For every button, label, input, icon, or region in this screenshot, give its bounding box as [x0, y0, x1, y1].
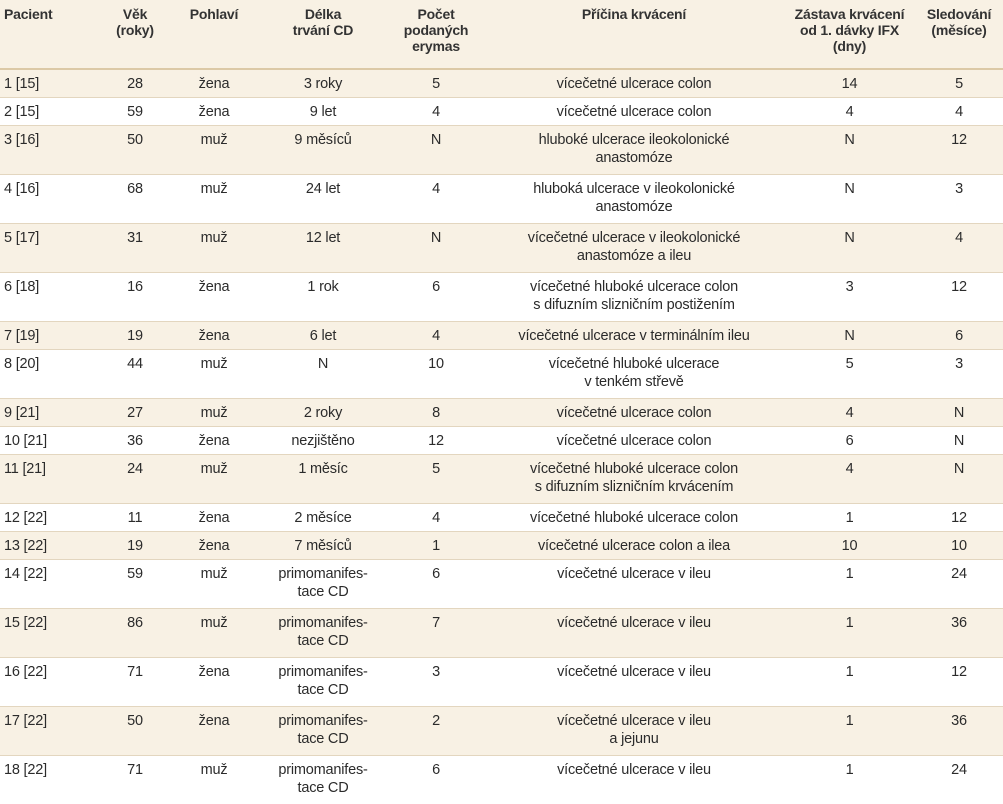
table-row [0, 273, 1003, 322]
cell-pacient: 9 [21] [0, 399, 100, 427]
cell-vek: 28 [100, 69, 170, 98]
cell-sledovani: 12 [915, 126, 1003, 175]
cell-pocet-erymas: 12 [388, 427, 484, 455]
cell-pacient: 8 [20] [0, 350, 100, 399]
cell-pricina-krvaceni: vícečetné ulcerace colon [484, 427, 784, 455]
cell-delka-trvani-cd: 1 měsíc [258, 455, 388, 504]
cell-pocet-erymas: 6 [388, 560, 484, 609]
cell-pacient: 5 [17] [0, 224, 100, 273]
cell-pohlavi: muž [170, 455, 258, 504]
header-pocet-erymas: Počet podaných erymas [388, 0, 484, 69]
table-row [0, 126, 1003, 175]
cell-pricina-krvaceni: vícečetné ulcerace v ileu a jejunu [484, 707, 784, 756]
cell-pacient: 17 [22] [0, 707, 100, 756]
cell-pricina-krvaceni: vícečetné ulcerace v terminálním ileu [484, 322, 784, 350]
table-row [0, 560, 1003, 609]
cell-pacient: 11 [21] [0, 455, 100, 504]
cell-pohlavi: žena [170, 707, 258, 756]
cell-zastava-krvaceni: N [784, 126, 915, 175]
cell-pocet-erymas: 4 [388, 98, 484, 126]
cell-delka-trvani-cd: 3 roky [258, 69, 388, 98]
cell-sledovani: 3 [915, 350, 1003, 399]
cell-sledovani: 4 [915, 98, 1003, 126]
table-row [0, 322, 1003, 350]
cell-pacient: 10 [21] [0, 427, 100, 455]
table-row [0, 504, 1003, 532]
table-row [0, 532, 1003, 560]
cell-pohlavi: muž [170, 126, 258, 175]
cell-pricina-krvaceni: vícečetné hluboké ulcerace v tenkém střevě [484, 350, 784, 399]
header-pacient: Pacient [0, 0, 100, 69]
cell-zastava-krvaceni: 14 [784, 69, 915, 98]
cell-pacient: 1 [15] [0, 69, 100, 98]
cell-zastava-krvaceni: 1 [784, 560, 915, 609]
cell-zastava-krvaceni: 6 [784, 427, 915, 455]
cell-zastava-krvaceni: N [784, 322, 915, 350]
cell-delka-trvani-cd: N [258, 350, 388, 399]
table-row [0, 399, 1003, 427]
cell-sledovani: 24 [915, 756, 1003, 804]
cell-pohlavi: muž [170, 224, 258, 273]
cell-pocet-erymas: N [388, 126, 484, 175]
cell-sledovani: 24 [915, 560, 1003, 609]
cell-vek: 11 [100, 504, 170, 532]
cell-delka-trvani-cd: primomanifes- tace CD [258, 609, 388, 658]
cell-zastava-krvaceni: 1 [784, 756, 915, 804]
cell-delka-trvani-cd: 24 let [258, 175, 388, 224]
table-body [0, 69, 1003, 804]
cell-sledovani: N [915, 427, 1003, 455]
cell-pohlavi: žena [170, 322, 258, 350]
cell-pohlavi: muž [170, 175, 258, 224]
cell-vek: 86 [100, 609, 170, 658]
cell-pocet-erymas: 10 [388, 350, 484, 399]
cell-sledovani: 36 [915, 609, 1003, 658]
cell-vek: 59 [100, 98, 170, 126]
cell-pohlavi: muž [170, 560, 258, 609]
cell-pacient: 16 [22] [0, 658, 100, 707]
table-row [0, 609, 1003, 658]
cell-delka-trvani-cd: 1 rok [258, 273, 388, 322]
cell-sledovani: 4 [915, 224, 1003, 273]
header-sledovani: Sledování (měsíce) [915, 0, 1003, 69]
cell-pohlavi: žena [170, 98, 258, 126]
cell-pocet-erymas: 2 [388, 707, 484, 756]
cell-vek: 24 [100, 455, 170, 504]
cell-sledovani: 12 [915, 658, 1003, 707]
cell-vek: 19 [100, 532, 170, 560]
cell-zastava-krvaceni: N [784, 224, 915, 273]
cell-pricina-krvaceni: vícečetné ulcerace v ileu [484, 658, 784, 707]
table-row [0, 350, 1003, 399]
header-pricina-krvaceni: Příčina krvácení [484, 0, 784, 69]
cell-zastava-krvaceni: 1 [784, 609, 915, 658]
cell-pocet-erymas: 8 [388, 399, 484, 427]
cell-delka-trvani-cd: 9 let [258, 98, 388, 126]
cell-sledovani: N [915, 455, 1003, 504]
table-row [0, 756, 1003, 804]
cell-pricina-krvaceni: vícečetné ulcerace colon a ilea [484, 532, 784, 560]
cell-zastava-krvaceni: 4 [784, 98, 915, 126]
cell-delka-trvani-cd: 12 let [258, 224, 388, 273]
header-vek: Věk (roky) [100, 0, 170, 69]
cell-pohlavi: muž [170, 609, 258, 658]
cell-delka-trvani-cd: primomanifes- tace CD [258, 560, 388, 609]
cell-delka-trvani-cd: 6 let [258, 322, 388, 350]
cell-pohlavi: muž [170, 350, 258, 399]
table-row [0, 224, 1003, 273]
cell-pricina-krvaceni: vícečetné ulcerace v ileokolonické anastomóze a ileu [484, 224, 784, 273]
cell-pohlavi: žena [170, 532, 258, 560]
cell-pocet-erymas: N [388, 224, 484, 273]
cell-pocet-erymas: 5 [388, 69, 484, 98]
cell-sledovani: 12 [915, 504, 1003, 532]
cell-vek: 50 [100, 126, 170, 175]
cell-vek: 50 [100, 707, 170, 756]
cell-delka-trvani-cd: 2 roky [258, 399, 388, 427]
cell-vek: 68 [100, 175, 170, 224]
cell-pocet-erymas: 4 [388, 175, 484, 224]
cell-pricina-krvaceni: vícečetné ulcerace v ileu [484, 560, 784, 609]
table-row [0, 707, 1003, 756]
cell-pacient: 3 [16] [0, 126, 100, 175]
cell-sledovani: 6 [915, 322, 1003, 350]
cell-pohlavi: žena [170, 69, 258, 98]
cell-vek: 71 [100, 658, 170, 707]
cell-sledovani: 3 [915, 175, 1003, 224]
cell-vek: 27 [100, 399, 170, 427]
cell-pacient: 12 [22] [0, 504, 100, 532]
cell-pohlavi: žena [170, 658, 258, 707]
cell-pricina-krvaceni: vícečetné ulcerace colon [484, 399, 784, 427]
cell-pohlavi: žena [170, 427, 258, 455]
cell-pocet-erymas: 7 [388, 609, 484, 658]
cell-pohlavi: muž [170, 399, 258, 427]
cell-pocet-erymas: 4 [388, 504, 484, 532]
cell-pricina-krvaceni: vícečetné ulcerace colon [484, 69, 784, 98]
cell-pacient: 6 [18] [0, 273, 100, 322]
header-zastava-krvaceni: Zástava krvácení od 1. dávky IFX (dny) [784, 0, 915, 69]
cell-sledovani: 5 [915, 69, 1003, 98]
cell-delka-trvani-cd: 7 měsíců [258, 532, 388, 560]
cell-pacient: 2 [15] [0, 98, 100, 126]
cell-pocet-erymas: 3 [388, 658, 484, 707]
cell-pocet-erymas: 1 [388, 532, 484, 560]
cell-vek: 36 [100, 427, 170, 455]
cell-pricina-krvaceni: vícečetné hluboké ulcerace colon s difuzním slizničním krvácením [484, 455, 784, 504]
cell-zastava-krvaceni: 4 [784, 399, 915, 427]
header-pohlavi: Pohlaví [170, 0, 258, 69]
table-row [0, 427, 1003, 455]
table-row [0, 98, 1003, 126]
cell-pocet-erymas: 6 [388, 756, 484, 804]
table-row [0, 69, 1003, 98]
cell-pacient: 13 [22] [0, 532, 100, 560]
cell-pacient: 14 [22] [0, 560, 100, 609]
cell-sledovani: N [915, 399, 1003, 427]
cell-delka-trvani-cd: 9 měsíců [258, 126, 388, 175]
cell-pacient: 18 [22] [0, 756, 100, 804]
cell-pricina-krvaceni: vícečetné ulcerace colon [484, 98, 784, 126]
cell-pricina-krvaceni: hluboké ulcerace ileokolonické anastomóze [484, 126, 784, 175]
cell-zastava-krvaceni: 1 [784, 707, 915, 756]
cell-vek: 31 [100, 224, 170, 273]
cell-pacient: 15 [22] [0, 609, 100, 658]
cell-vek: 16 [100, 273, 170, 322]
cell-vek: 71 [100, 756, 170, 804]
cell-pricina-krvaceni: vícečetné ulcerace v ileu [484, 756, 784, 804]
cell-zastava-krvaceni: 10 [784, 532, 915, 560]
cell-vek: 44 [100, 350, 170, 399]
cell-pocet-erymas: 6 [388, 273, 484, 322]
cell-pricina-krvaceni: hluboká ulcerace v ileokolonické anastomóze [484, 175, 784, 224]
cell-pohlavi: muž [170, 756, 258, 804]
cell-delka-trvani-cd: 2 měsíce [258, 504, 388, 532]
table-row [0, 658, 1003, 707]
cell-pricina-krvaceni: vícečetné hluboké ulcerace colon s difuzním slizničním postižením [484, 273, 784, 322]
cell-pricina-krvaceni: vícečetné hluboké ulcerace colon [484, 504, 784, 532]
cell-delka-trvani-cd: nezjištěno [258, 427, 388, 455]
cell-delka-trvani-cd: primomanifes- tace CD [258, 658, 388, 707]
cell-pohlavi: žena [170, 273, 258, 322]
cell-delka-trvani-cd: primomanifes- tace CD [258, 707, 388, 756]
cell-pocet-erymas: 4 [388, 322, 484, 350]
cell-zastava-krvaceni: 1 [784, 658, 915, 707]
cell-zastava-krvaceni: N [784, 175, 915, 224]
cell-vek: 59 [100, 560, 170, 609]
cell-zastava-krvaceni: 4 [784, 455, 915, 504]
cell-pacient: 7 [19] [0, 322, 100, 350]
cell-pocet-erymas: 5 [388, 455, 484, 504]
cell-zastava-krvaceni: 3 [784, 273, 915, 322]
cell-pricina-krvaceni: vícečetné ulcerace v ileu [484, 609, 784, 658]
table-row [0, 455, 1003, 504]
cell-vek: 19 [100, 322, 170, 350]
table-header-row [0, 0, 1003, 69]
cell-delka-trvani-cd: primomanifes- tace CD [258, 756, 388, 804]
cell-pacient: 4 [16] [0, 175, 100, 224]
header-delka-trvani-cd: Délka trvání CD [258, 0, 388, 69]
cell-sledovani: 12 [915, 273, 1003, 322]
cell-pohlavi: žena [170, 504, 258, 532]
cell-zastava-krvaceni: 5 [784, 350, 915, 399]
cell-sledovani: 36 [915, 707, 1003, 756]
cell-zastava-krvaceni: 1 [784, 504, 915, 532]
table-row [0, 175, 1003, 224]
cell-sledovani: 10 [915, 532, 1003, 560]
